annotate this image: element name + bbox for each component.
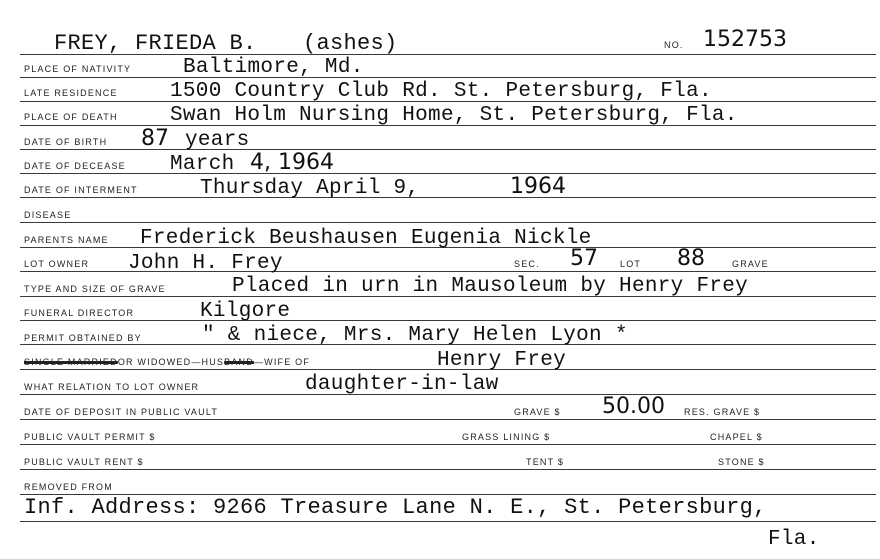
lot-number: 88 — [677, 246, 705, 271]
disease-label: DISEASE — [24, 210, 72, 220]
informant-address: Inf. Address: 9266 Treasure Lane N. E., St. Petersburg, — [24, 495, 767, 520]
permit-value: " & niece, Mrs. Mary Helen Lyon * — [202, 324, 628, 347]
grave-type-label: TYPE AND SIZE OF GRAVE — [24, 284, 166, 294]
death-place-value: Swan Holm Nursing Home, St. Petersburg, Fla. — [170, 104, 738, 127]
rule-line — [20, 469, 876, 470]
decease-day-year: 4, 1964 — [250, 150, 334, 175]
rule-line — [20, 419, 876, 420]
birth-years: years — [185, 129, 250, 152]
funeral-director-label: FUNERAL DIRECTOR — [24, 308, 135, 318]
residence-value: 1500 Country Club Rd. St. Petersburg, Fla. — [170, 80, 712, 103]
funeral-director-value: Kilgore — [200, 300, 291, 323]
decease-label: DATE OF DECEASE — [24, 161, 126, 171]
res-grave-label: RES. GRAVE $ — [684, 407, 761, 417]
residence-label: LATE RESIDENCE — [24, 88, 118, 98]
deposit-label: DATE OF DEPOSIT IN PUBLIC VAULT — [24, 407, 219, 417]
record-number-label: NO. — [664, 40, 684, 50]
section-label: SEC. — [514, 259, 540, 269]
vault-rent-label: PUBLIC VAULT RENT $ — [24, 457, 144, 467]
death-place-label: PLACE OF DEATH — [24, 112, 118, 122]
section-number: 57 — [570, 246, 598, 271]
spouse-value: Henry Frey — [437, 349, 567, 372]
relation-value: daughter-in-law — [305, 373, 499, 396]
marital-wife-of: —WIFE OF — [253, 357, 311, 367]
interment-date: Thursday April 9, — [200, 177, 420, 200]
relation-label: WHAT RELATION TO LOT OWNER — [24, 382, 200, 392]
marital-struck-single-married: SINGLE MARRIED — [24, 357, 118, 367]
rule-line — [20, 173, 876, 174]
rule-line — [20, 320, 876, 321]
lot-label: LOT — [620, 259, 642, 269]
grass-lining-label: GRASS LINING $ — [462, 432, 551, 442]
grave-label: GRAVE — [732, 259, 769, 269]
stone-label: STONE $ — [718, 457, 765, 467]
lot-owner-value: John H. Frey — [128, 252, 283, 275]
vault-permit-label: PUBLIC VAULT PERMIT $ — [24, 432, 156, 442]
deposit-grave-amount: 50.00 — [602, 394, 665, 419]
birth-label: DATE OF BIRTH — [24, 137, 108, 147]
record-number: 152753 — [703, 27, 787, 52]
informant-address-state: Fla. — [768, 528, 820, 551]
marital-widowed: OR WIDOWED—HUS — [117, 357, 225, 367]
rule-line — [20, 222, 876, 223]
rule-line — [20, 444, 876, 445]
rule-line — [20, 77, 876, 78]
grave-type-value: Placed in urn in Mausoleum by Henry Frey — [232, 275, 749, 298]
birth-age-hand: 87 — [141, 126, 169, 151]
deposit-grave-label: GRAVE $ — [514, 407, 561, 417]
rule-line — [20, 197, 876, 198]
nativity-label: PLACE OF NATIVITY — [24, 64, 132, 74]
tent-label: TENT $ — [526, 457, 565, 467]
deceased-name: FREY, FRIEDA B. — [54, 31, 257, 56]
chapel-label: CHAPEL $ — [710, 432, 763, 442]
parents-label: PARENTS NAME — [24, 235, 109, 245]
removed-from-label: REMOVED FROM — [24, 482, 113, 492]
rule-line — [20, 521, 876, 522]
decease-month: March — [170, 153, 235, 176]
marital-struck-band: BAND — [224, 357, 254, 367]
lot-owner-label: LOT OWNER — [24, 259, 90, 269]
nativity-value: Baltimore, Md. — [183, 56, 364, 79]
ashes-note: (ashes) — [303, 31, 398, 56]
interment-year: 1964 — [510, 174, 566, 199]
marital-label — [24, 357, 310, 367]
permit-label: PERMIT OBTAINED BY — [24, 333, 142, 343]
interment-label: DATE OF INTERMENT — [24, 185, 138, 195]
parents-value: Frederick Beushausen Eugenia Nickle — [140, 227, 592, 250]
